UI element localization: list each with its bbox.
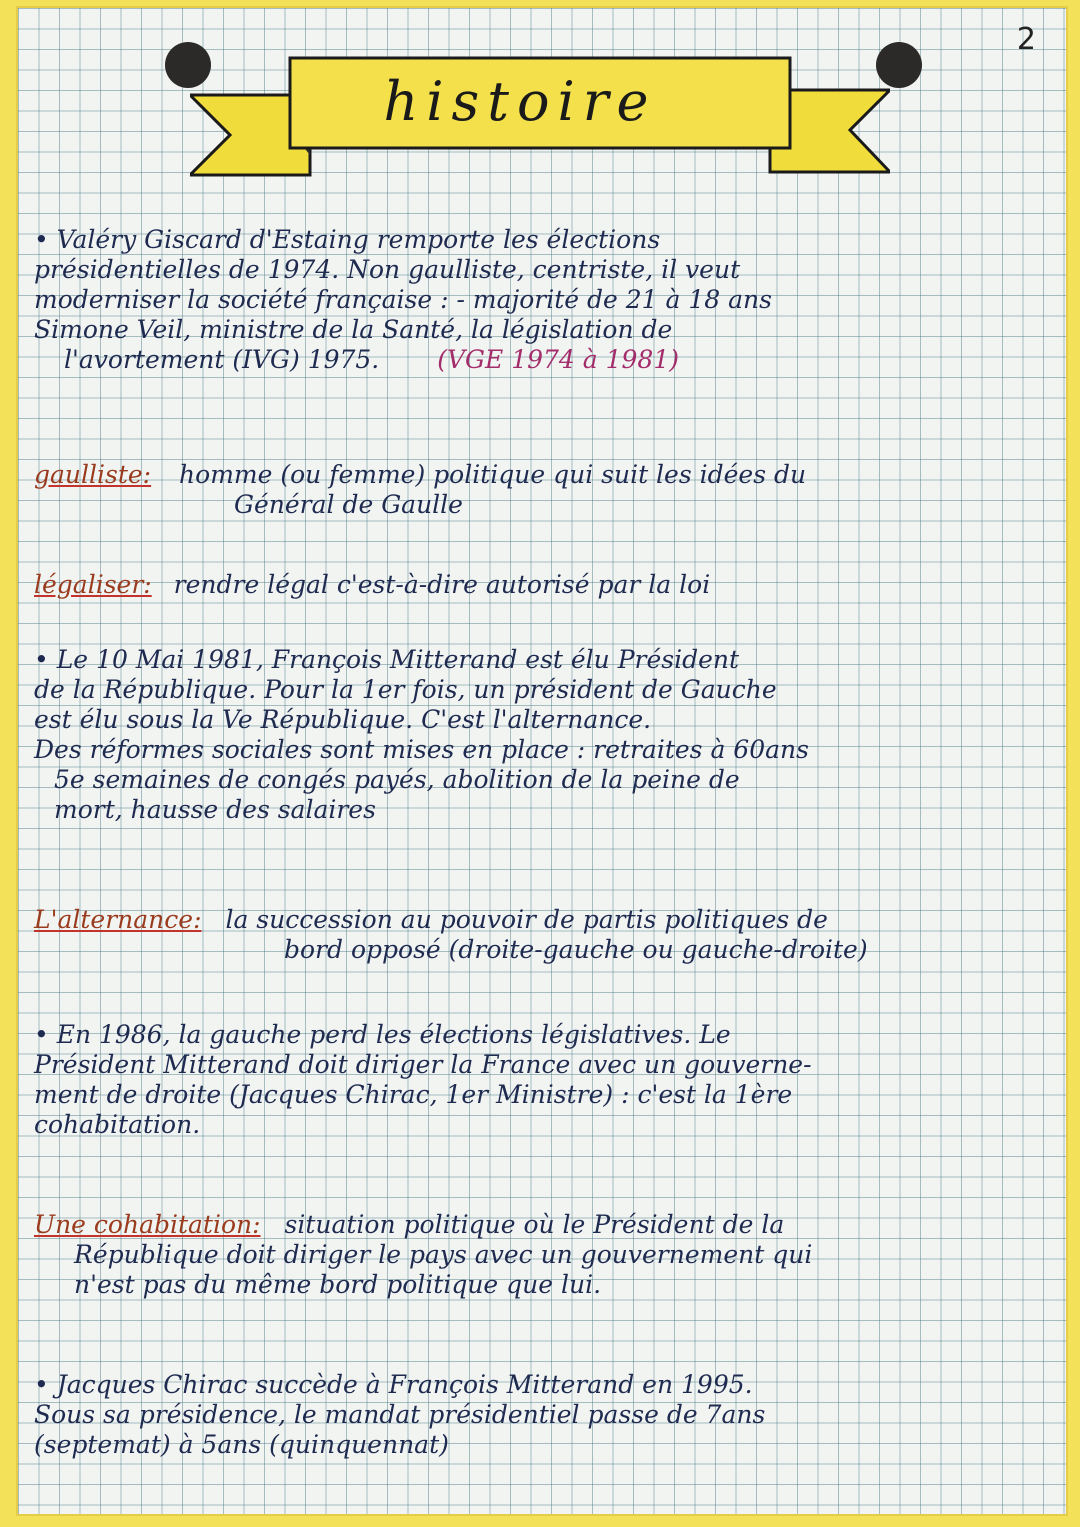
- paragraph-line: • Valéry Giscard d'Estaing remporte les élections: [34, 225, 661, 254]
- paragraph-line: Simone Veil, ministre de la Santé, la législation de: [34, 315, 673, 344]
- section-cohabitation-1986: [34, 1020, 1044, 1140]
- paragraph-text: l'avortement (IVG) 1975.: [64, 345, 380, 374]
- section-chirac: [34, 1370, 1044, 1460]
- definition-text: République doit diriger le pays avec un gouvernement qui: [74, 1240, 813, 1269]
- definition-cohabitation: [34, 1210, 1044, 1300]
- definition-gaulliste: [34, 460, 1044, 520]
- page-number: 2: [1016, 22, 1036, 57]
- paragraph-line: ment de droite (Jacques Chirac, 1er Ministre) : c'est la 1ère: [34, 1080, 793, 1109]
- paragraph-line: mort, hausse des salaires: [54, 795, 376, 824]
- paragraph-line: cohabitation.: [34, 1110, 201, 1139]
- paragraph-line: Sous sa présidence, le mandat présidentiel passe de 7ans: [34, 1400, 766, 1429]
- definition-text: bord opposé (droite-gauche ou gauche-droite): [284, 935, 868, 964]
- definition-text: Général de Gaulle: [234, 490, 463, 519]
- section-mitterand: [34, 645, 1044, 825]
- paragraph-line: [34, 345, 1044, 375]
- paragraph-line: présidentielles de 1974. Non gaulliste, centriste, il veut: [34, 255, 741, 284]
- definition-alternance: [34, 905, 1044, 965]
- definition-text: n'est pas du même bord politique que lui.: [74, 1270, 602, 1299]
- paragraph-line: est élu sous la Ve République. C'est l'alternance.: [34, 705, 652, 734]
- paragraph-line: 5e semaines de congés payés, abolition de la peine de: [54, 765, 740, 794]
- definition-term: L'alternance:: [34, 905, 202, 934]
- vge-dates-note: (VGE 1974 à 1981): [437, 345, 679, 374]
- definition-term: gaulliste:: [34, 460, 152, 489]
- definition-text: homme (ou femme) politique qui suit les idées du: [179, 460, 807, 489]
- page-title: histoire: [383, 70, 657, 133]
- paragraph-line: moderniser la société française : - majorité de 21 à 18 ans: [34, 285, 772, 314]
- paragraph-line: • Le 10 Mai 1981, François Mitterand est élu Président: [34, 645, 740, 674]
- paragraph-line: Des réformes sociales sont mises en place : retraites à 60ans: [34, 735, 809, 764]
- definition-legaliser: [34, 570, 1044, 600]
- definition-text: situation politique où le Président de la: [284, 1210, 785, 1239]
- section-giscard: [34, 225, 1044, 375]
- paragraph-line: • En 1986, la gauche perd les élections législatives. Le: [34, 1020, 731, 1049]
- paragraph-line: Président Mitterand doit diriger la France avec un gouverne-: [34, 1050, 812, 1079]
- definition-text: rendre légal c'est-à-dire autorisé par la loi: [173, 570, 711, 599]
- paragraph-line: (septemat) à 5ans (quinquennat): [34, 1430, 449, 1459]
- definition-term: Une cohabitation:: [34, 1210, 261, 1239]
- definition-term: légaliser:: [34, 570, 152, 599]
- paragraph-line: de la République. Pour la 1er fois, un président de Gauche: [34, 675, 777, 704]
- paragraph-line: • Jacques Chirac succède à François Mitterand en 1995.: [34, 1370, 753, 1399]
- definition-text: la succession au pouvoir de partis politiques de: [225, 905, 828, 934]
